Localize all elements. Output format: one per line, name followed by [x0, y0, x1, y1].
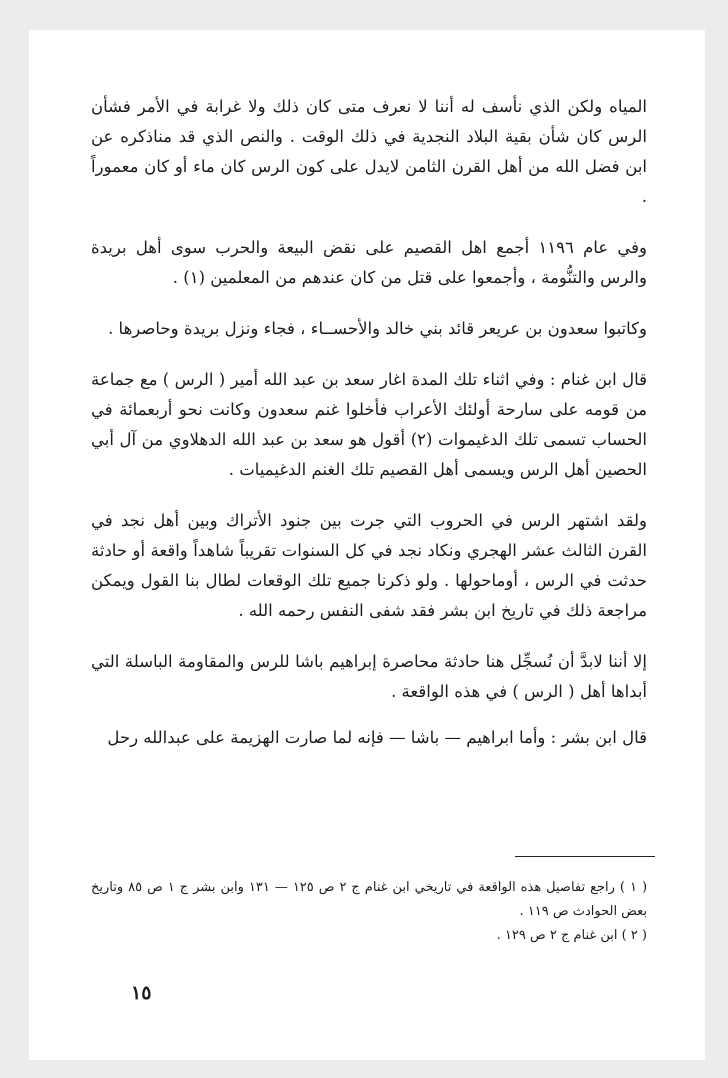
- paragraph-5: ولقد اشتهر الرس في الحروب التي جرت بين جنود الأتراك وبين أهل نجد في القرن الثالث عشر الهجري ونكاد نجد في كل السنوات تقريباً شاهداً واقعة أو حادثة حدثت في الرس ، أوماحولها . ولو ذكرنا جميع تلك الوقعات لطال بنا القول ويمكن مراجعة ذلك في تاريخ ابن بشر فقد شفى النفس رحمه الله .: [91, 511, 647, 620]
- paragraph-2: وفي عام ١١٩٦ أجمع اهل القصيم على نقض البيعة والحرب سوى أهل بريدة والرس والتنُّومة ، وأجمعوا على قتل من كان عندهم من المعلمين (١) .: [91, 238, 647, 287]
- page-number: ١٥: [131, 982, 152, 1004]
- paragraph-3: وكاتبوا سعدون بن عريعر قائد بني خالد والأحســاء ، فجاء ونزل بريدة وحاصرها .: [108, 319, 647, 338]
- paragraph-7: قال ابن بشر : وأما ابراهيم — باشا — فإنه لما صارت الهزيمة على عبدالله رحل: [107, 728, 647, 747]
- footnote-1: ( ١ ) راجع تفاصيل هذه الواقعة في تاريخي ابن غنام ج ٢ ص ١٢٥ — ١٣١ وابن بشر ج ١ ص ٨٥ وتاريخ بعض الحوادث ص ١١٩ .: [91, 880, 648, 919]
- paragraph-4: قال ابن غنام : وفي اثناء تلك المدة اغار سعد بن عبد الله أمير ( الرس ) مع جماعة من قومه على سارحة أولئك الأعراب فأخلوا غنم سعدون وكانت نحو أربعمائة في الحساب تسمى تلك الدغيموات (٢) أقول هو سعد بن عبد الله الدهلاوي من آل أبي الحصين أهل الرس ويسمى أهل القصيم تلك الغنم الدغيميات .: [91, 370, 647, 479]
- paragraph-6: إلا أننا لابدَّ أن نُسجِّل هنا حادثة محاصرة إبراهيم باشا للرس والمقاومة الباسلة التي أبداها أهل ( الرس ) في هذه الواقعة .: [91, 652, 647, 701]
- book-page: [29, 30, 705, 1060]
- paragraph-1: المياه ولكن الذي نأسف له أننا لا نعرف متى كان ذلك ولا غرابة في الأمر فشأن الرس كان شأن بقية البلاد النجدية في ذلك الوقت . والنص الذي قد مناذكره عن ابن فضل الله من أهل القرن الثامن لايدل على كون الرس كان ماء أو كان معموراً .: [91, 97, 647, 206]
- footnotes: [91, 876, 647, 948]
- footnote-2: ( ٢ ) ابن غنام ج ٢ ص ١٢٩ .: [496, 928, 647, 943]
- footnote-divider: [515, 856, 655, 857]
- body-text: [91, 92, 647, 774]
